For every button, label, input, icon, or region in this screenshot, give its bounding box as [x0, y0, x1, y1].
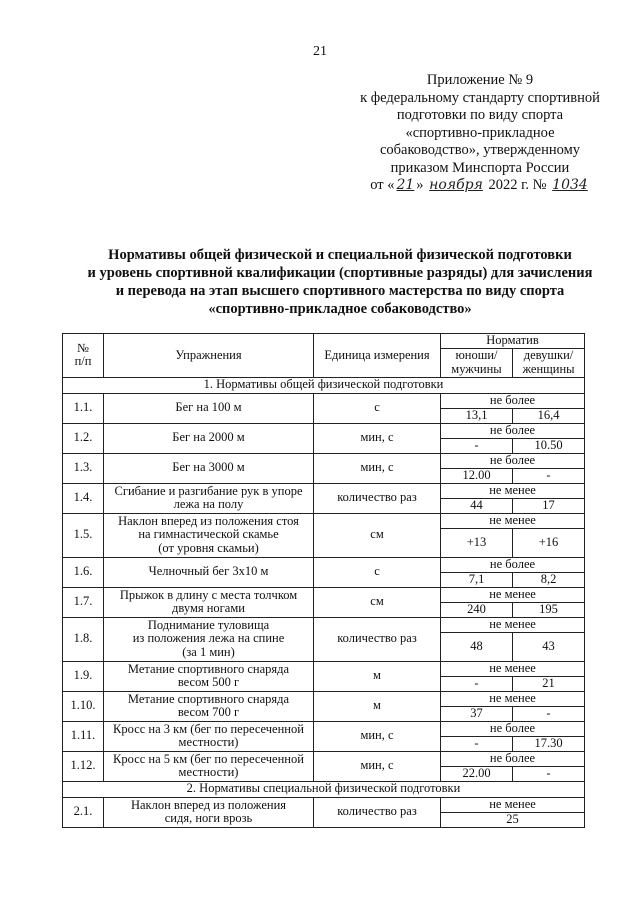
row-value-women: - — [513, 766, 585, 781]
row-unit: мин, с — [314, 453, 441, 483]
row-exercise: Метание спортивного снаряда весом 500 г — [104, 661, 314, 691]
row-value-combined: 25 — [441, 812, 585, 827]
row-number: 1.8. — [63, 617, 104, 661]
table-row — [63, 797, 585, 812]
table-row — [63, 483, 585, 498]
table-row — [63, 393, 585, 408]
row-value-men: 37 — [441, 706, 513, 721]
row-number: 1.11. — [63, 721, 104, 751]
table-row — [63, 513, 585, 528]
row-condition: не менее — [441, 483, 585, 498]
table-row — [63, 617, 585, 632]
row-value-men: 7,1 — [441, 572, 513, 587]
table-row — [63, 423, 585, 438]
section-title: 2. Нормативы специальной физической подготовки — [63, 781, 585, 797]
row-value-women: 21 — [513, 676, 585, 691]
row-exercise: Кросс на 3 км (бег по пересеченной местности) — [104, 721, 314, 751]
title-line: и уровень спортивной квалификации (спортивные разряды) для зачисления — [87, 265, 593, 281]
row-unit: количество раз — [314, 617, 441, 661]
annex-date-line — [330, 177, 630, 195]
row-number: 1.4. — [63, 483, 104, 513]
table-row — [63, 453, 585, 468]
section-row — [63, 781, 585, 797]
section-title: 1. Нормативы общей физической подготовки — [63, 377, 585, 393]
norms-table-body — [63, 334, 585, 828]
table-row — [63, 557, 585, 572]
row-condition: не более — [441, 721, 585, 736]
annex-line: приказом Минспорта России — [390, 159, 570, 176]
row-unit: мин, с — [314, 423, 441, 453]
table-row — [63, 691, 585, 706]
row-condition: не более — [441, 557, 585, 572]
row-number: 1.6. — [63, 557, 104, 587]
row-condition: не менее — [441, 691, 585, 706]
annex-line: «спортивно-прикладное — [405, 124, 555, 141]
row-value-women: 16,4 — [513, 408, 585, 423]
row-condition: не менее — [441, 513, 585, 528]
row-condition: не более — [441, 453, 585, 468]
date-prefix: от « — [370, 177, 395, 193]
header-women: девушки/ женщины — [513, 348, 585, 377]
table-row — [63, 587, 585, 602]
annex-line: подготовки по виду спорта — [396, 107, 564, 123]
row-value-men: 13,1 — [441, 408, 513, 423]
row-unit: м — [314, 691, 441, 721]
row-condition: не менее — [441, 587, 585, 602]
row-unit: м — [314, 661, 441, 691]
title-line: и перевода на этап высшего спортивного мастерства по виду спорта — [115, 283, 565, 299]
row-condition: не менее — [441, 661, 585, 676]
row-exercise: Наклон вперед из положения стоя на гимнастической скамье (от уровня скамьи) — [104, 513, 314, 557]
row-number: 1.3. — [63, 453, 104, 483]
row-unit: мин, с — [314, 751, 441, 781]
row-number: 1.7. — [63, 587, 104, 617]
table-header-row — [63, 334, 585, 349]
row-number: 1.12. — [63, 751, 104, 781]
annex-line: к федеральному стандарту спортивной — [360, 89, 600, 106]
row-exercise: Метание спортивного снаряда весом 700 г — [104, 691, 314, 721]
row-exercise: Бег на 100 м — [104, 393, 314, 423]
title-line: Нормативы общей физической и специальной физической подготовки — [108, 247, 572, 263]
page-number: 21 — [313, 44, 327, 59]
row-exercise: Бег на 2000 м — [104, 423, 314, 453]
row-unit: см — [314, 513, 441, 557]
row-value-men: - — [441, 438, 513, 453]
row-value-women: +16 — [513, 528, 585, 557]
row-value-women: - — [513, 468, 585, 483]
row-exercise: Наклон вперед из положения сидя, ноги врозь — [104, 797, 314, 827]
row-value-women: 195 — [513, 602, 585, 617]
document-title — [70, 246, 610, 318]
date-year: 2022 г. № — [488, 177, 547, 193]
row-value-men: +13 — [441, 528, 513, 557]
row-condition: не более — [441, 393, 585, 408]
row-exercise: Поднимание туловища из положения лежа на спине (за 1 мин) — [104, 617, 314, 661]
section-row — [63, 377, 585, 393]
header-exercise: Упражнения — [104, 334, 314, 378]
row-value-men: 48 — [441, 632, 513, 661]
table-row — [63, 661, 585, 676]
row-unit: см — [314, 587, 441, 617]
handwritten-month: ноября — [429, 177, 483, 193]
row-value-men: 12.00 — [441, 468, 513, 483]
row-value-women: 17 — [513, 498, 585, 513]
row-exercise: Челночный бег 3x10 м — [104, 557, 314, 587]
row-unit: количество раз — [314, 797, 441, 827]
row-value-men: - — [441, 676, 513, 691]
table-row — [63, 721, 585, 736]
row-number: 1.9. — [63, 661, 104, 691]
header-unit: Единица измерения — [314, 334, 441, 378]
row-number: 1.1. — [63, 393, 104, 423]
row-value-women: 8,2 — [513, 572, 585, 587]
row-value-men: 44 — [441, 498, 513, 513]
annex-line: Приложение № 9 — [426, 72, 534, 88]
handwritten-day: 21 — [396, 177, 415, 193]
row-condition: не более — [441, 751, 585, 766]
row-value-men: 22.00 — [441, 766, 513, 781]
row-number: 2.1. — [63, 797, 104, 827]
row-number: 1.5. — [63, 513, 104, 557]
header-num: № п/п — [63, 334, 104, 378]
row-number: 1.10. — [63, 691, 104, 721]
row-exercise: Кросс на 5 км (бег по пересеченной местности) — [104, 751, 314, 781]
row-unit: с — [314, 393, 441, 423]
row-value-women: 43 — [513, 632, 585, 661]
header-norm: Норматив — [441, 334, 585, 349]
row-exercise: Сгибание и разгибание рук в упоре лежа на полу — [104, 483, 314, 513]
row-condition: не менее — [441, 617, 585, 632]
row-value-men: - — [441, 736, 513, 751]
header-men: юноши/ мужчины — [441, 348, 513, 377]
row-unit: с — [314, 557, 441, 587]
date-mid: » — [416, 177, 424, 193]
row-number: 1.2. — [63, 423, 104, 453]
handwritten-order-number: 1034 — [552, 177, 588, 193]
row-exercise: Бег на 3000 м — [104, 453, 314, 483]
norms-table — [62, 333, 585, 828]
row-value-men: 240 — [441, 602, 513, 617]
row-condition: не более — [441, 423, 585, 438]
table-row — [63, 751, 585, 766]
row-unit: количество раз — [314, 483, 441, 513]
title-line: «спортивно-прикладное собаководство» — [208, 301, 472, 317]
row-value-women: - — [513, 706, 585, 721]
row-condition: не менее — [441, 797, 585, 812]
annex-line: собаководство», утвержденному — [379, 142, 581, 158]
row-value-women: 17.30 — [513, 736, 585, 751]
annex-header — [330, 72, 630, 195]
row-exercise: Прыжок в длину с места толчком двумя ногами — [104, 587, 314, 617]
row-value-women: 10.50 — [513, 438, 585, 453]
row-unit: мин, с — [314, 721, 441, 751]
